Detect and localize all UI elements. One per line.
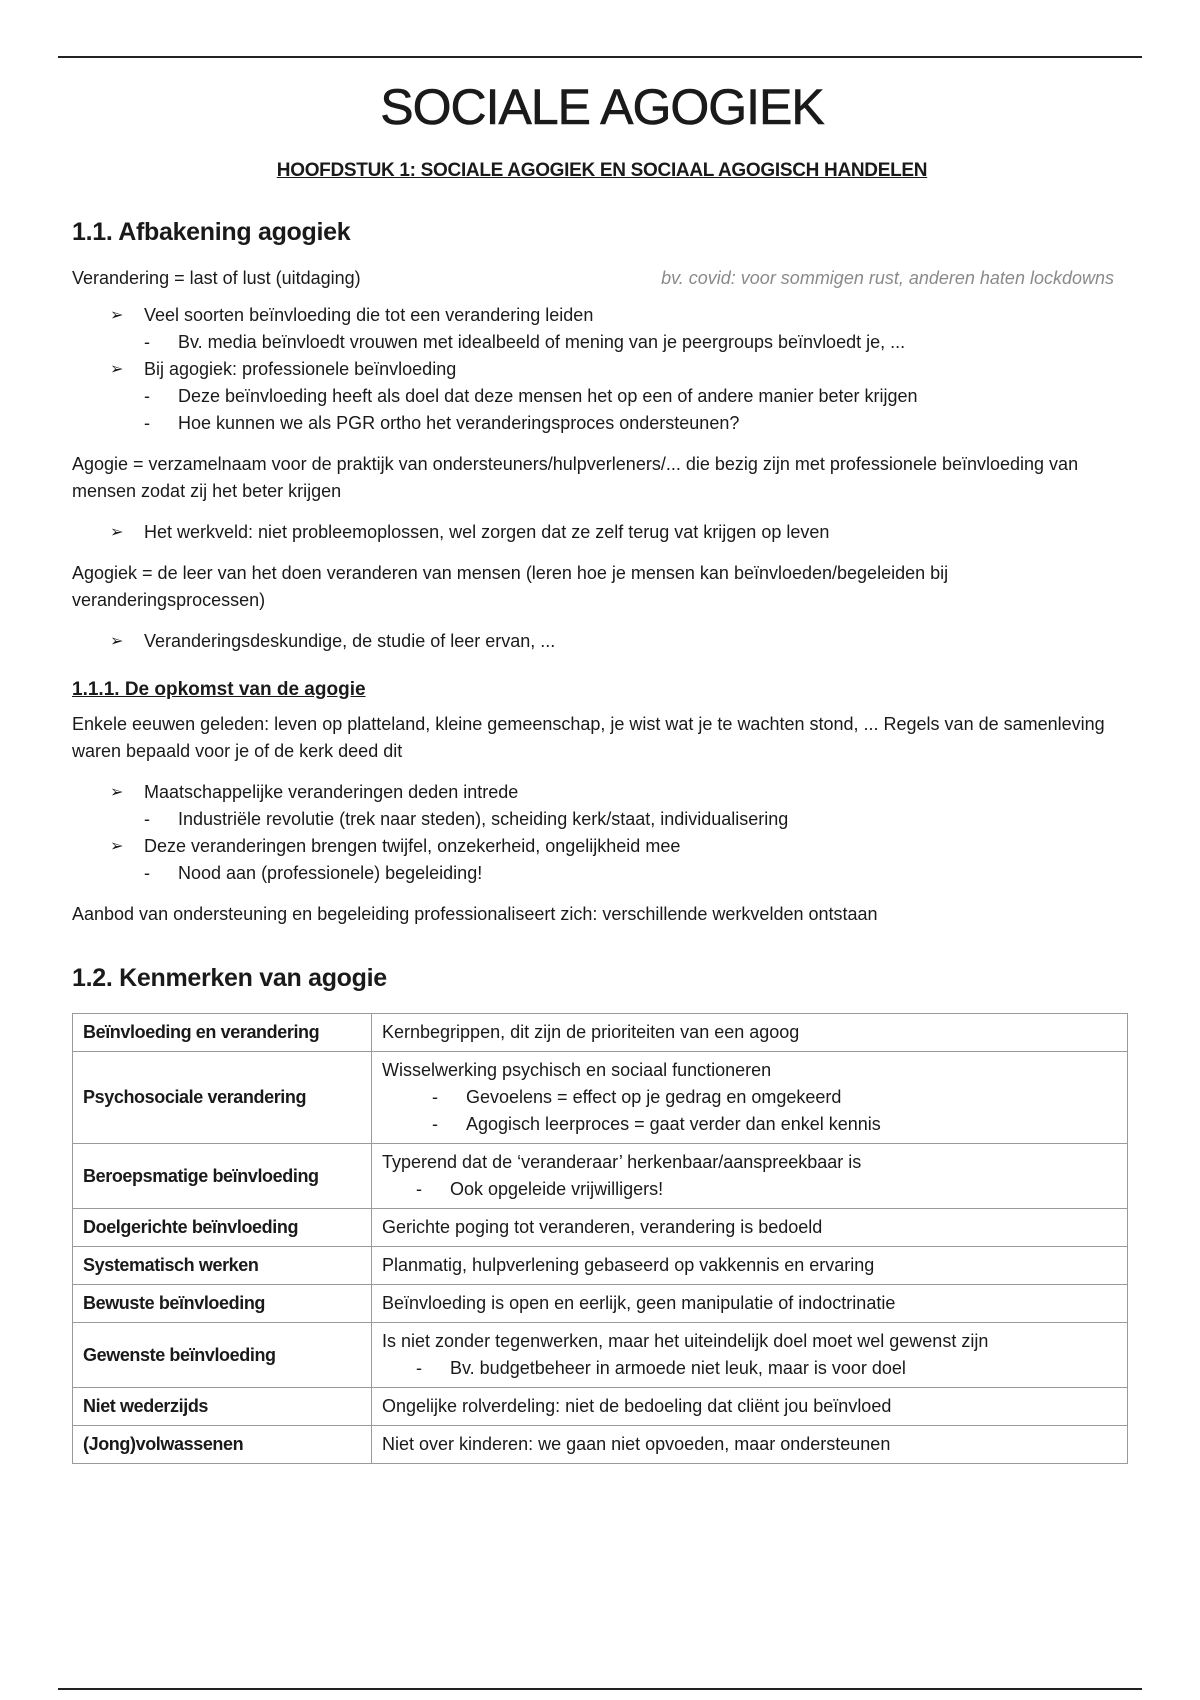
table-row: [73, 1014, 1128, 1052]
list-item: - Hoe kunnen we als PGR ortho het veranderingsproces ondersteunen?: [144, 410, 1132, 437]
table-term: Psychosociale verandering: [73, 1052, 372, 1144]
bullet-list: [72, 302, 1132, 329]
document-title: SOCIALE AGOGIEK: [380, 79, 824, 135]
example-note: bv. covid: voor sommigen rust, anderen haten lockdowns: [661, 268, 1114, 288]
table-term: Niet wederzijds: [73, 1388, 372, 1426]
section-heading-1-1: 1.1. Afbakening agogiek: [72, 218, 351, 246]
sub-list: [72, 329, 1132, 356]
list-item: - Bv. budgetbeheer in armoede niet leuk, maar is voor doel: [416, 1355, 1117, 1382]
list-item: ➢ Veel soorten beïnvloeding die tot een verandering leiden: [110, 302, 1132, 329]
bottom-rule: [58, 1688, 1142, 1690]
paragraph-text: Verandering = last of lust (uitdaging): [72, 268, 361, 288]
list-item: ➢ Bij agogiek: professionele beïnvloeding: [110, 356, 1132, 383]
paragraph-agogie: Agogie = verzamelnaam voor de praktijk van ondersteuners/hulpverleners/... die bezig zijn met professionele beïnvloeding van mensen zodat zij het beter krijgen: [72, 454, 1079, 501]
table-term: Beroepsmatige beïnvloeding: [73, 1144, 372, 1209]
table-description: [372, 1052, 1128, 1144]
table-term: Gewenste beïnvloeding: [73, 1323, 372, 1388]
list-item: - Ook opgeleide vrijwilligers!: [416, 1176, 1117, 1203]
table-description: [372, 1144, 1128, 1209]
description-text: Wisselwerking psychisch en sociaal functioneren: [382, 1060, 772, 1080]
sub-list: [382, 1355, 1117, 1382]
table-description: [372, 1285, 1128, 1323]
table-description: [372, 1426, 1128, 1464]
table-term: (Jong)volwassenen: [73, 1426, 372, 1464]
list-item: - Deze beïnvloeding heeft als doel dat deze mensen het op een of andere manier beter krijgen: [144, 383, 1132, 410]
description-text: Kernbegrippen, dit zijn de prioriteiten van een agoog: [382, 1022, 800, 1042]
table-description: [372, 1014, 1128, 1052]
list-item: - Industriële revolutie (trek naar steden), scheiding kerk/staat, individualisering: [144, 806, 1132, 833]
table-term: Beïnvloeding en verandering: [73, 1014, 372, 1052]
sub-list: [382, 1176, 1117, 1203]
description-text: Beïnvloeding is open en eerlijk, geen manipulatie of indoctrinatie: [382, 1293, 896, 1313]
bullet-list: [72, 779, 1132, 806]
top-rule: [58, 56, 1142, 58]
description-text: Typerend dat de ‘veranderaar’ herkenbaar/aanspreekbaar is: [382, 1152, 862, 1172]
list-item: - Nood aan (professionele) begeleiding!: [144, 860, 1132, 887]
list-item: ➢ Maatschappelijke veranderingen deden intrede: [110, 779, 1132, 806]
paragraph-agogiek: Agogiek = de leer van het doen veranderen van mensen (leren hoe je mensen kan beïnvloeden/begeleiden bij veranderingsprocessen): [72, 563, 949, 610]
table-term: Doelgerichte beïnvloeding: [73, 1209, 372, 1247]
description-text: Niet over kinderen: we gaan niet opvoeden, maar ondersteunen: [382, 1434, 891, 1454]
document-page: [72, 78, 1132, 1464]
table-term: Bewuste beïnvloeding: [73, 1285, 372, 1323]
table-description: [372, 1323, 1128, 1388]
sub-list: [72, 383, 1132, 437]
paragraph-aanbod: Aanbod van ondersteuning en begeleiding professionaliseert zich: verschillende werkvelden ontstaan: [72, 904, 878, 924]
sub-list: [72, 806, 1132, 833]
paragraph-history: Enkele eeuwen geleden: leven op platteland, kleine gemeenschap, je wist wat je te wachten stond, ... Regels van de samenleving waren bepaald voor je of de kerk deed dit: [72, 714, 1105, 761]
bullet-list: [72, 833, 1132, 860]
chapter-heading: HOOFDSTUK 1: SOCIALE AGOGIEK EN SOCIAAL AGOGISCH HANDELEN: [276, 160, 928, 181]
table-row: [73, 1247, 1128, 1285]
list-item: - Bv. media beïnvloedt vrouwen met idealbeeld of mening van je peergroups beïnvloedt je, ...: [144, 329, 1132, 356]
table-row: [73, 1388, 1128, 1426]
section-heading-1-2: 1.2. Kenmerken van agogie: [72, 964, 387, 992]
bullet-list: [72, 628, 1132, 655]
sub-list: [72, 860, 1132, 887]
list-item: ➢ Deze veranderingen brengen twijfel, onzekerheid, ongelijkheid mee: [110, 833, 1132, 860]
table-row: [73, 1426, 1128, 1464]
table-description: [372, 1247, 1128, 1285]
sub-list: [382, 1084, 1117, 1138]
description-text: Is niet zonder tegenwerken, maar het uiteindelijk doel moet wel gewenst zijn: [382, 1331, 989, 1351]
table-description: [372, 1209, 1128, 1247]
bullet-list: [72, 356, 1132, 383]
description-text: Ongelijke rolverdeling: niet de bedoeling dat cliënt jou beïnvloed: [382, 1396, 892, 1416]
table-row: [73, 1144, 1128, 1209]
table-row: [73, 1323, 1128, 1388]
list-item: - Agogisch leerproces = gaat verder dan enkel kennis: [432, 1111, 1117, 1138]
bullet-list: [72, 519, 1132, 546]
description-text: Planmatig, hulpverlening gebaseerd op vakkennis en ervaring: [382, 1255, 875, 1275]
table-row: [73, 1052, 1128, 1144]
table-row: [73, 1285, 1128, 1323]
list-item: ➢ Veranderingsdeskundige, de studie of leer ervan, ...: [110, 628, 1132, 655]
list-item: - Gevoelens = effect op je gedrag en omgekeerd: [432, 1084, 1117, 1111]
section-heading-1-1-1: 1.1.1. De opkomst van de agogie: [72, 679, 366, 700]
kenmerken-table: [72, 1013, 1128, 1464]
table-row: [73, 1209, 1128, 1247]
list-item: ➢ Het werkveld: niet probleemoplossen, wel zorgen dat ze zelf terug vat krijgen op leven: [110, 519, 1132, 546]
description-text: Gerichte poging tot veranderen, verandering is bedoeld: [382, 1217, 823, 1237]
paragraph-verandering: [72, 265, 1132, 292]
table-description: [372, 1388, 1128, 1426]
table-term: Systematisch werken: [73, 1247, 372, 1285]
